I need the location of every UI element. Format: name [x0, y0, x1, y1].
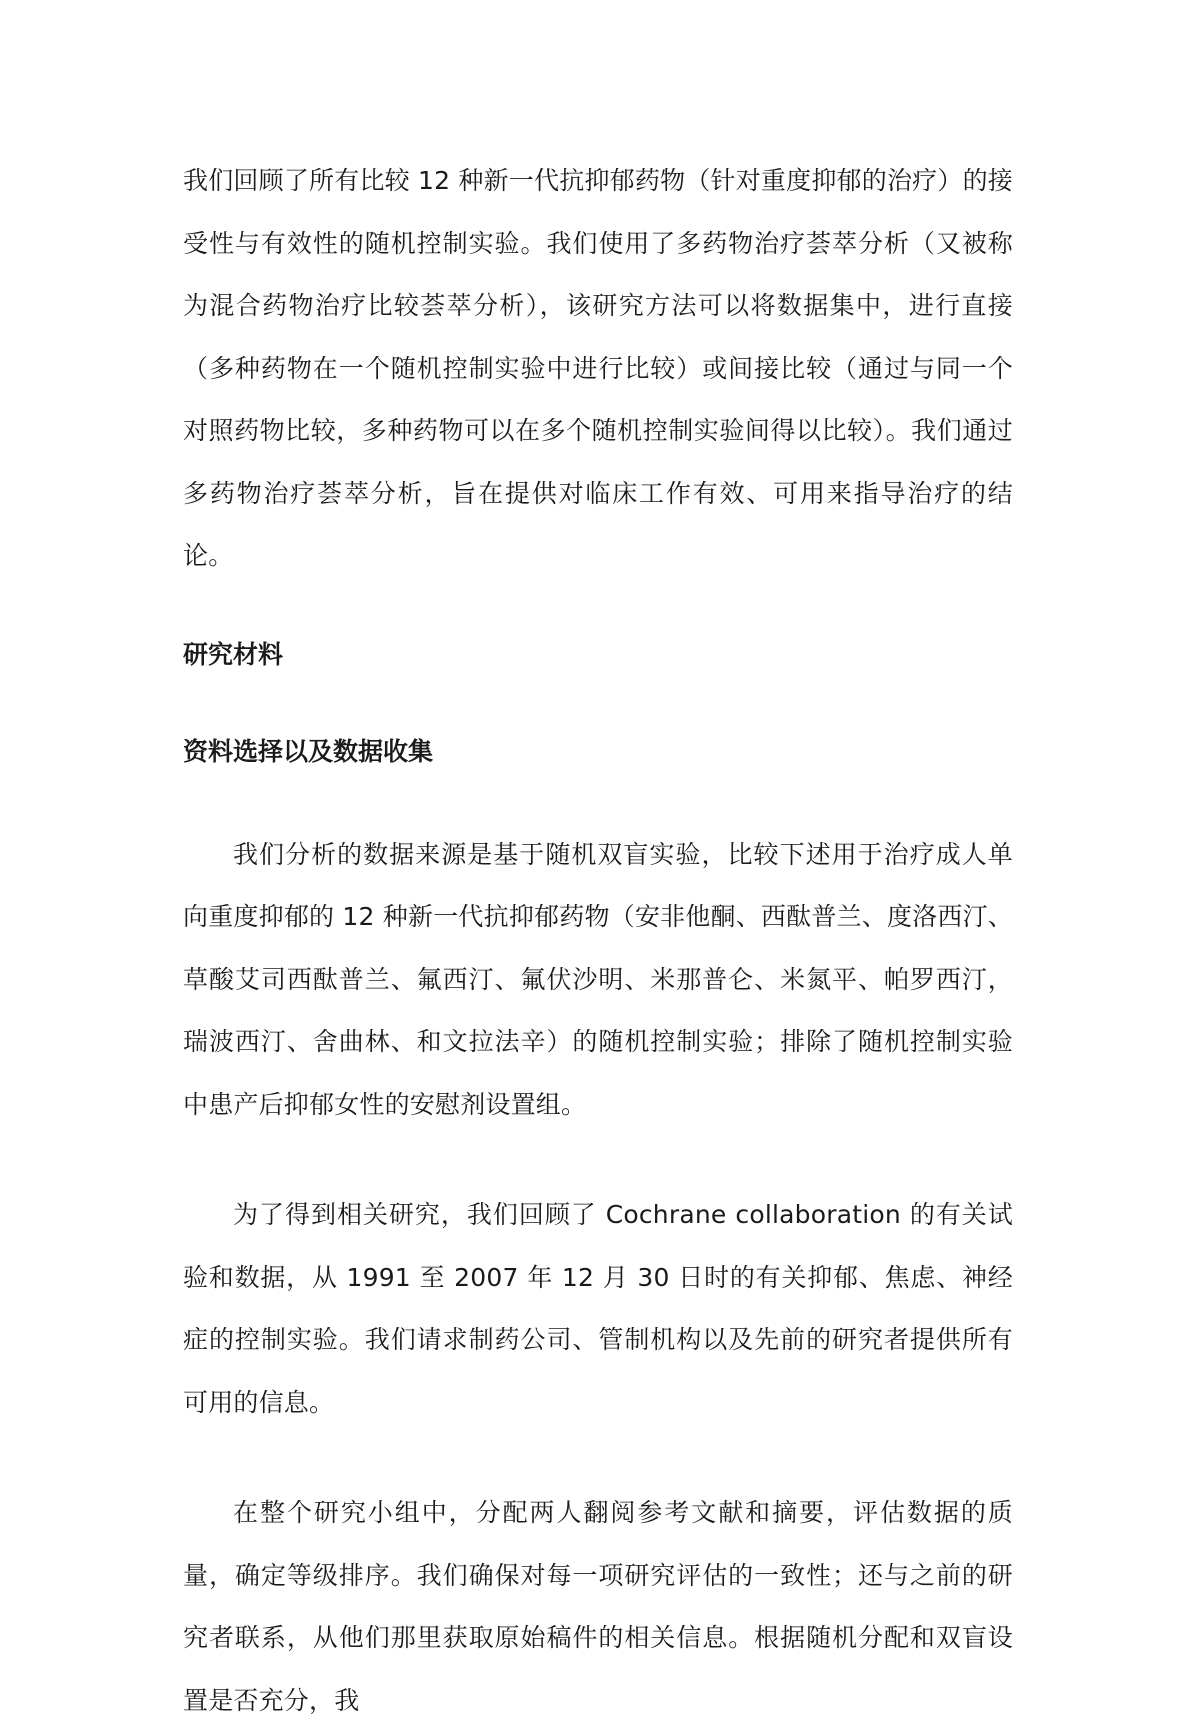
document-page	[183, 150, 1013, 1732]
paragraph-search-strategy: 为了得到相关研究，我们回顾了 Cochrane collaboration 的有关试验和数据，从 1991 至 2007 年 12 月 30 日时的有关抑郁、焦虑、神经症的控制实验。我们请求制药公司、管制机构以及先前的研究者提供所有可用的信息。	[183, 1200, 1013, 1417]
intro-paragraph: 我们回顾了所有比较 12 种新一代抗抑郁药物（针对重度抑郁的治疗）的接受性与有效性的随机控制实验。我们使用了多药物治疗荟萃分析（又被称为混合药物治疗比较荟萃分析），该研究方法可以将数据集中，进行直接（多种药物在一个随机控制实验中进行比较）或间接比较（通过与同一个对照药物比较，多种药物可以在多个随机控制实验间得以比较）。我们通过多药物治疗荟萃分析，旨在提供对临床工作有效、可用来指导治疗的结论。	[183, 166, 1013, 570]
paragraph-quality-assessment: 在整个研究小组中，分配两人翻阅参考文献和摘要，评估数据的质量，确定等级排序。我们确保对每一项研究评估的一致性；还与之前的研究者联系，从他们那里获取原始稿件的相关信息。根据随机分配和双盲设置是否充分，我	[183, 1498, 1013, 1715]
section-heading: 研究材料	[183, 639, 284, 669]
subsection-heading: 资料选择以及数据收集	[183, 737, 434, 766]
paragraph-data-sources: 我们分析的数据来源是基于随机双盲实验，比较下述用于治疗成人单向重度抑郁的 12 种新一代抗抑郁药物（安非他酮、西酞普兰、度洛西汀、草酸艾司西酞普兰、氟西汀、氟伏沙明、米那普仑、米氮平、帕罗西汀，瑞波西汀、舍曲林、和文拉法辛）的随机控制实验；排除了随机控制实验中患产后抑郁女性的安慰剂设置组。	[183, 839, 1013, 1119]
